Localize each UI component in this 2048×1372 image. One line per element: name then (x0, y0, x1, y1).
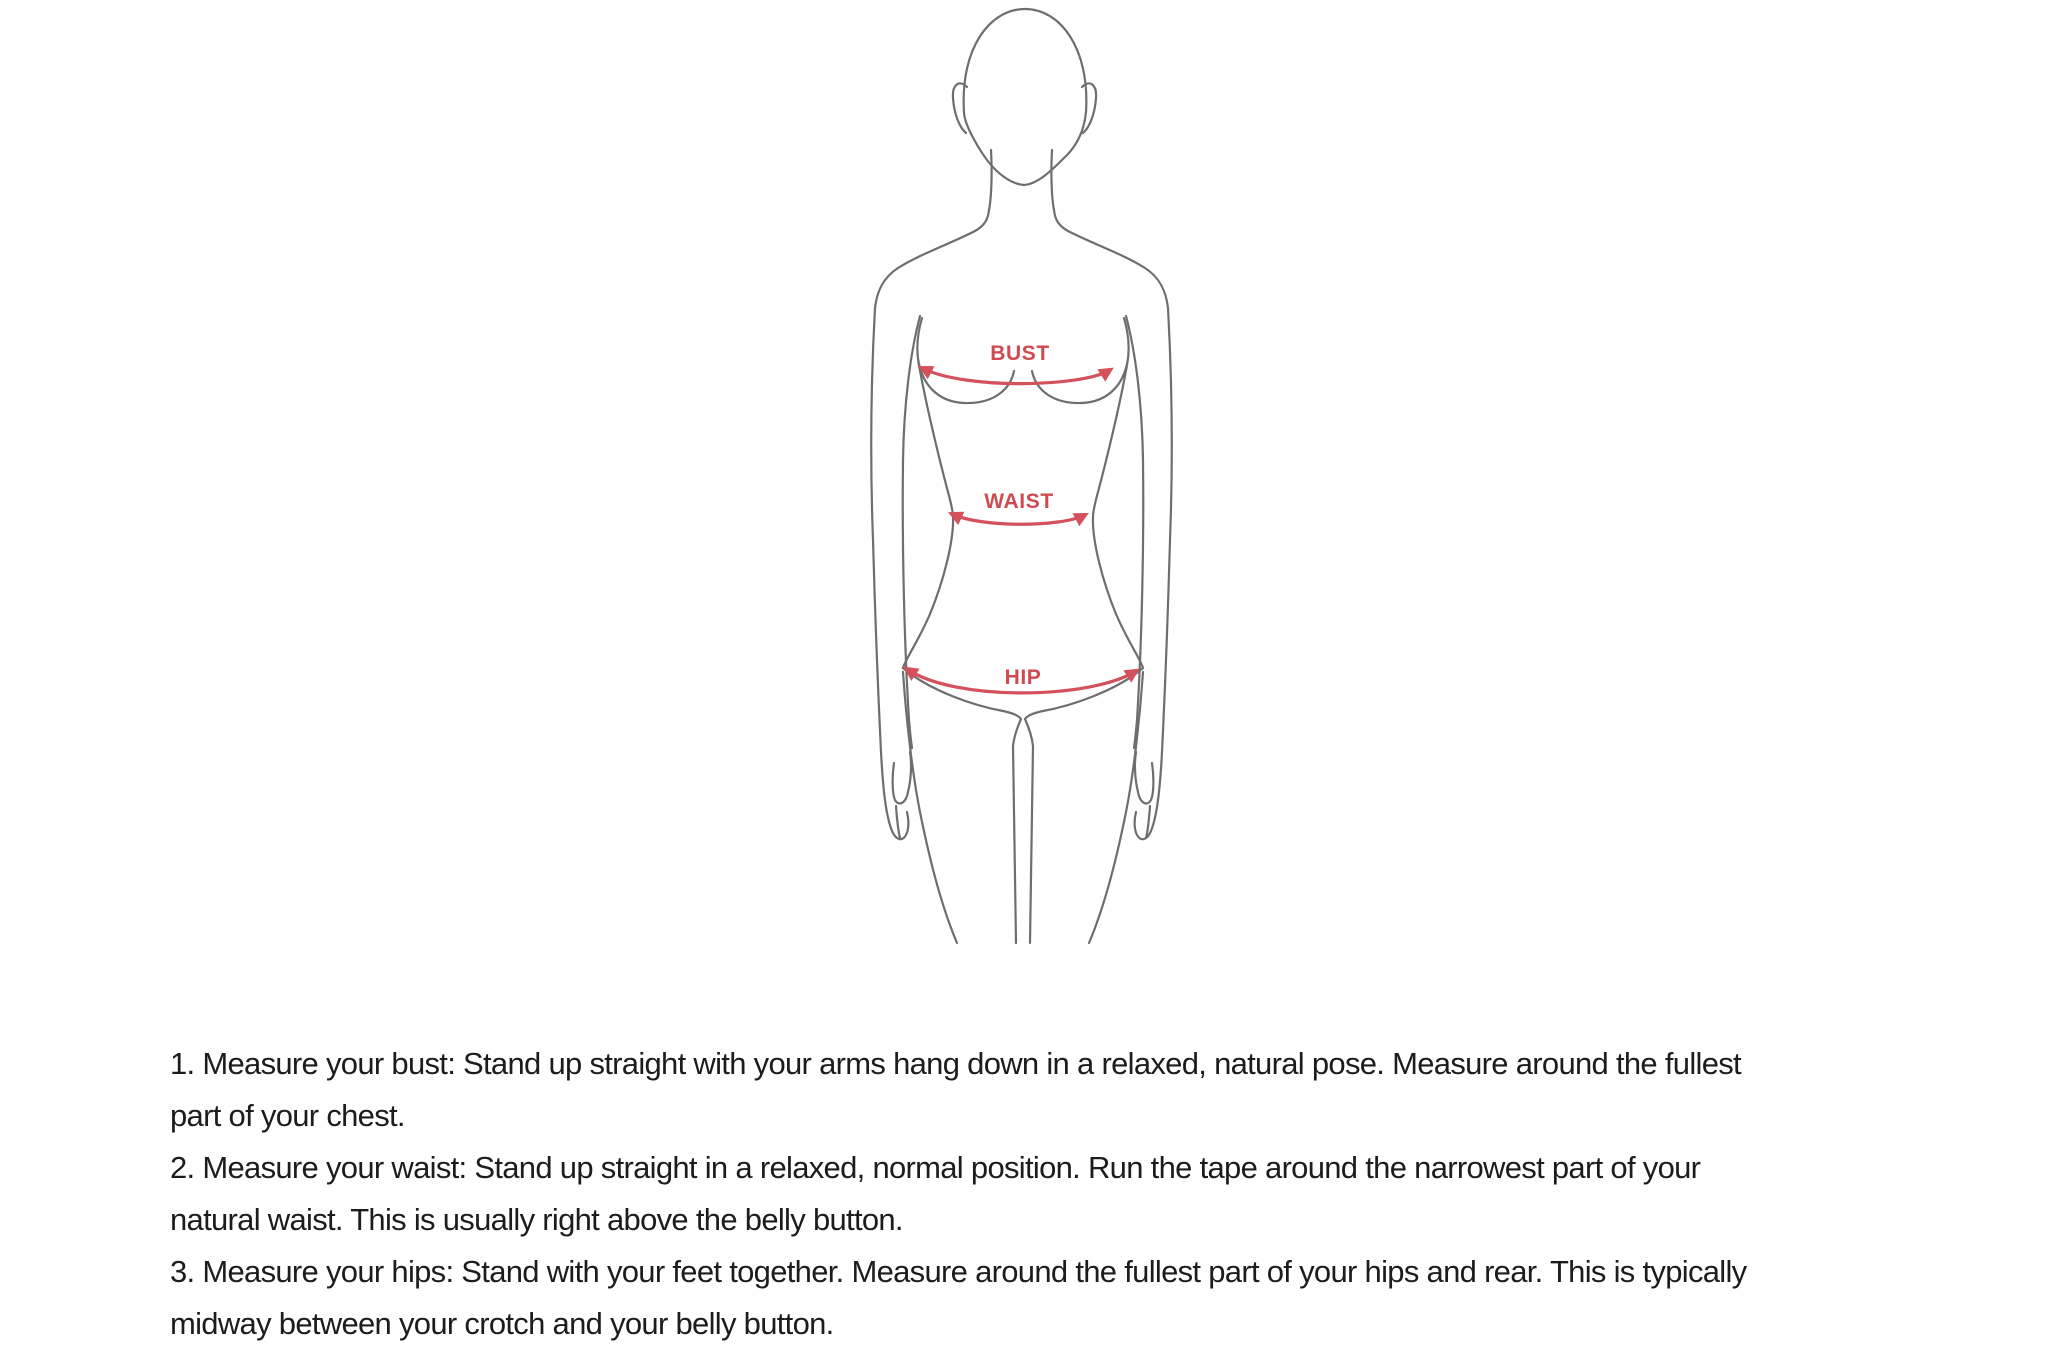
left-neck-arm (871, 150, 991, 839)
instruction-line: 2. Measure your waist: Stand up straight in a relaxed, normal position. Run the tape around the narrowest part of your (170, 1150, 1701, 1185)
right-outer-leg (1089, 672, 1143, 943)
instruction-line: midway between your crotch and your belly button. (170, 1306, 834, 1341)
body-measurement-figure (840, 0, 1220, 960)
right-thumb (1135, 752, 1153, 803)
left-outer-leg (903, 672, 957, 943)
measuring-instructions (170, 1038, 1980, 1350)
right-inner-arm (1126, 316, 1143, 748)
right-inner-thigh (1025, 719, 1033, 943)
waist-arrow (952, 514, 1085, 524)
right-neck-arm (1051, 150, 1171, 839)
waist-label: WAIST (984, 490, 1054, 513)
instruction-line: 3. Measure your hips: Stand with your feet together. Measure around the fullest part of your hips and rear. This is typically (170, 1254, 1747, 1289)
instruction-line: part of your chest. (170, 1098, 405, 1133)
bust-label: BUST (990, 342, 1050, 365)
left-inner-arm (903, 316, 920, 748)
head-outline (964, 9, 1087, 185)
right-torso-side (1093, 318, 1143, 668)
left-thumb (893, 752, 911, 803)
hip-label: HIP (1004, 666, 1042, 689)
instruction-line: natural waist. This is usually right above the belly button. (170, 1202, 903, 1237)
left-finger-line (896, 806, 900, 838)
measurement-arrows (907, 368, 1136, 693)
bust-arrow (922, 368, 1110, 384)
figure-outline (871, 9, 1171, 943)
left-inner-thigh (1013, 719, 1021, 943)
instruction-line: 1. Measure your bust: Stand up straight with your arms hang down in a relaxed, natural pose. Measure around the fullest (170, 1046, 1741, 1081)
